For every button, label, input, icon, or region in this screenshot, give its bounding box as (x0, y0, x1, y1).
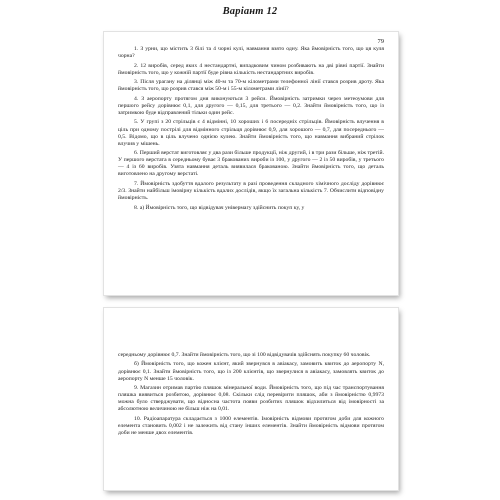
page-number: 79 (377, 38, 384, 45)
problem-6: 6. Перший верстат виготовляє у два рази більше продукції, ніж другий, і в три рази більше, ніж третій. У першого верстата в середньому буває 3 бракованих вироби із 100, у другого — 2 із 50 виробів, у третього — 4 із 60 виробів. Узята навмання деталь виявилася бракованою. Знайти ймовірність того, що деталь виготовлено на другому верстаті. (118, 150, 384, 178)
problem-4: 4. З аеропорту протягом дня виконуються 3 рейси. Ймовірність затримки через метеоумови для першого рейсу дорівнює 0,1, для другого — 0,15, для третього — 0,2. Знайти ймовірність того, що із затримкою буде відправлений тільки один рейс. (118, 95, 384, 116)
problem-8b: б) Ймовірність того, що кожен клієнт, який звернувся в авіакасу, замовить квиток до аеропорту N, дорівнює 0,1. Знайти ймовірність того, що із 200 клієнтів, що звернулися в авіакасу, замовлять квиток до аеропорту N менше 15 чоловік. (118, 361, 384, 382)
page-bottom (104, 308, 398, 490)
problem-8a: 8. а) Ймовірність того, що відвідувач універмагу здійснить покуп ку, у (134, 204, 305, 211)
problem-3: 3. Після урагану на ділянці між 40-м та 70-м кілометрами телефонної лінії стався розрив дроту. Яка ймовірність того, що розрив стався між 50-м і 55-м кілометрами лінії? (118, 79, 384, 93)
page-bottom-text (118, 352, 384, 440)
variant-title: Варіант 12 (222, 6, 278, 17)
problem-1: 1. З урни, що містить 3 білі та 4 чорні кулі, навмання взято одну. Яка ймовірність того, що ця куля чорна? (118, 46, 384, 60)
problem-9: 9. Магазин отримав партію пляшок мінеральної води. Ймовірність того, що під час транспортування пляшка виявиться розбитою, дорівнює 0,08. Скільки слід перевірити пляшок, аби з ймовірністю 0,9973 можна було стверджувати, що відносна частота появи розбитих пляшок відхилиться від імовірності за абсолютною величиною не більш ніж на 0,01. (118, 385, 384, 413)
problem-5: 5. У групі з 20 стрільців є 4 відмінні, 10 хороших і 6 посередніх стрільців. Ймовірність влучення в ціль при одному пострілі для відмінного стрільця дорівнює 0,9, для хорошого — 0,7, для посереднього — 0,5. Відомо, що в ціль влучено однією кулею. Знайти ймовірність того, що навмання вибраний стрілок влучив у мішень. (118, 119, 384, 147)
problem-2: 2. 12 виробів, серед яких 4 нестандартні, випадковим чином розбивають на дві рівні партії. Знайти ймовірність того, що у кожній партії буде рівна кількість нестандартних виробів. (118, 62, 384, 76)
page-top-text (118, 46, 384, 214)
problem-8a-continued: середньому дорівнює 0,7. Знайти ймовірність того, що зі 100 відвідувачів здійснять покупку 60 чоловік. (118, 352, 371, 358)
page-top (104, 32, 398, 295)
problem-10: 10. Радіоапаратура складається з 1000 елементів. Імовірність відмови протягом доби для кожного елемента становить 0,002 і не залежить від стану інших елементів. Знайти ймовірність відмови протягом доби не менше двох елементів. (118, 415, 384, 437)
problem-7: 7. Ймовірність здобуття вдалого результату в разі проведення складного хімічного досліду дорівнює 2/3. Знайти найбільш імовірну кількість вдалих дослідів, якщо їх загальна кількість 7. Обчислити відповідну ймовірність. (118, 180, 384, 202)
